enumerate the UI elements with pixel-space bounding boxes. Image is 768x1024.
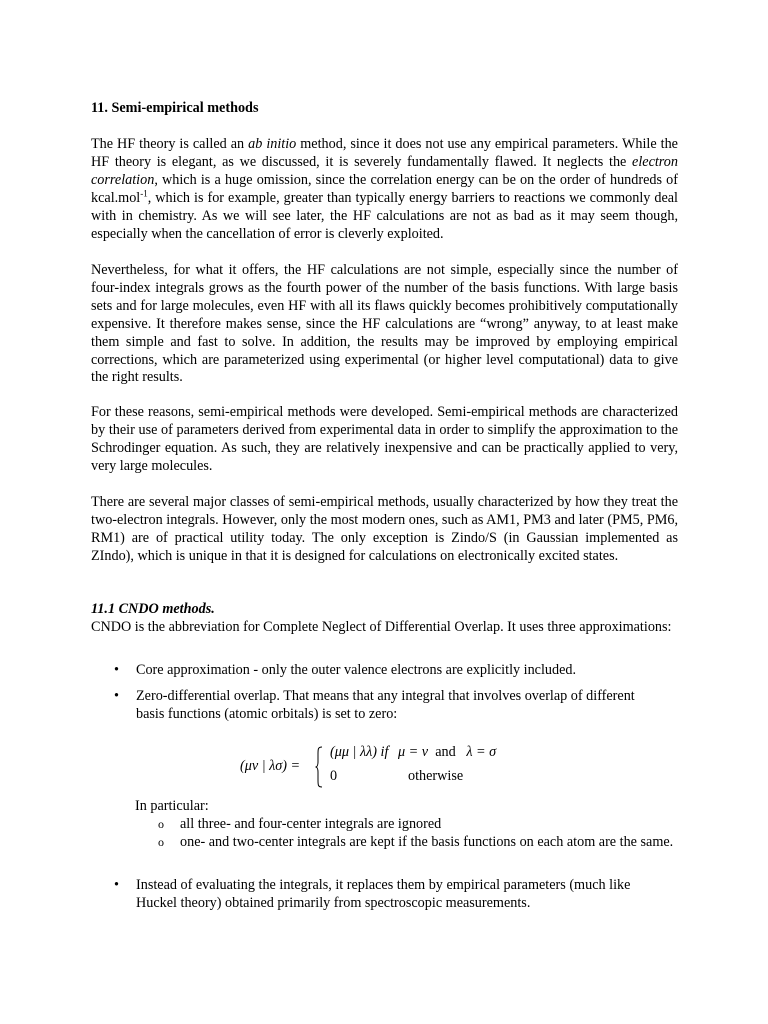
condition-b: λ = σ [466,744,497,760]
bullet-text: Zero-differential overlap. That means that any integral that involves overlap of different basis functions (atomic orbitals) is set to zero: [136,688,635,722]
if-word: if [380,744,389,760]
electron-correlation-term: electron correlation [91,153,678,188]
sub-bullet-symbol: o [158,835,164,849]
sub-bullet-symbol: o [158,817,164,831]
paragraph-hf-cost: Nevertheless, for what it offers, the HF calculations are not simple, especially since the number of four-index integrals grows as the fourth power of the number of the basis functions. With large basis sets and for large molecules, even HF with all its flaws quickly becomes prohibitively computationally expensive. It therefore makes sense, since the HF calculations are “wrong” anyway, to at least make them simple and fast to solve. In addition, the results may be improved by employing empirical corrections, which are parameterized using experimental (or higher level computational) data to give the right results. [91,262,678,386]
paragraph-semi-empirical-reasons: For these reasons, semi-empirical methods were developed. Semi-empirical methods are characterized by their use of parameters derived from experimental data in order to simplify the approximation to the Schrodinger equation. As such, they are relatively inexpensive and can be practically applied to very, very large molecules. [91,404,678,474]
paragraph-hf-intro [91,136,678,243]
sub-bullet-text: one- and two-center integrals are kept if the basis functions on each atom are the same. [180,834,674,850]
bullet-symbol: • [114,662,119,678]
paragraph-classes: There are several major classes of semi-empirical methods, usually characterized by how they treat the two-electron integrals. However, only the most modern ones, such as AM1, PM3 and later (PM5, PM6, RM1) are of practical utility today. The only exception is Zindo/S (in Gaussian implemented as ZIndo), which is unique in that it is designed for calculations on electronically excited states. [91,494,678,564]
bullet-text: Instead of evaluating the integrals, it replaces them by empirical parameters (much like Huckel theory) obtained primarily from spectroscopic measurements. [136,877,631,911]
paragraph-cndo-intro: CNDO is the abbreviation for Complete Neglect of Differential Overlap. It uses three approximations: [91,619,672,635]
ab-initio-term: ab initio [248,136,297,152]
equation-lhs: (μν | λσ) = [240,758,301,774]
equation-otherwise: otherwise [408,768,464,784]
in-particular-label: In particular: [135,798,209,814]
bullet-symbol: • [114,688,119,704]
sub-bullet-text: all three- and four-center integrals are ignored [180,816,442,832]
p1-text-b: method, since it does not use any empirical parameters. While the HF theory is elegant, as we discussed, it is severely fundamentally flawed. It neglects the [91,136,678,170]
equation-case2: 0 [330,768,338,784]
and-word: and [435,744,456,760]
left-brace-icon [315,746,323,788]
equation-case1 [330,744,388,762]
equation-condition [398,744,496,762]
p1-text-d: , which is for example, greater than typically energy barriers to reactions we commonly deal with in chemistry. As we will see later, the HF calculations are not as bad as it may seem though, especially when the cancellation of error is cleverly exploited. [91,189,678,242]
p1-text-c: , which is a huge omission, since the correlation energy can be on the order of hundreds of kcal.mol [91,171,678,206]
condition-a: μ = ν [398,744,429,760]
bullet-text: Core approximation - only the outer valence electrons are explicitly included. [136,662,577,678]
section-heading: 11. Semi-empirical methods [91,100,259,116]
bullet-symbol: • [114,877,119,893]
case1-term: (μμ | λλ) [330,744,377,760]
cndo-subheading: 11.1 CNDO methods. [91,601,215,617]
p1-superscript: -1 [140,187,148,198]
zdo-equation [240,744,540,792]
p1-text-a: The HF theory is called an [91,136,249,152]
